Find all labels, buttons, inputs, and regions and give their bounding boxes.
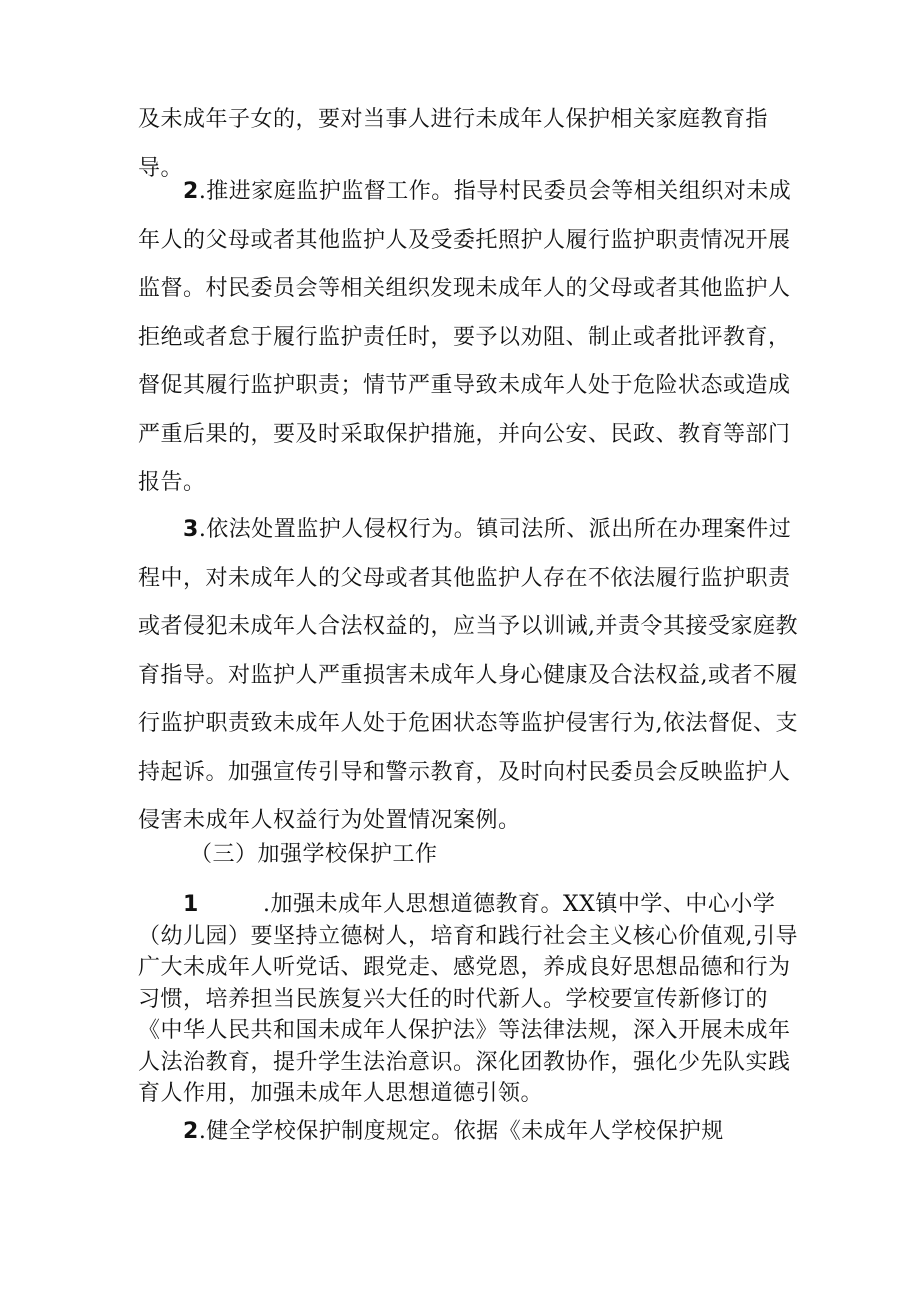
item-number: 2 xyxy=(183,1119,199,1144)
section-heading: （三）加强学校保护工作 xyxy=(190,842,438,867)
paragraph-text: .依法处置监护人侵权行为。镇司法所、派出所在办理案件过程中，对未成年人的父母或者其他监护人存在不依法履行监护职责或者侵犯未成年人合法权益的，应当予以训诫,并责令其接受家庭教育指导。对监护人严重损害未成年人身心健康及合法权益,或者不履行监护职责致未成年人处于危困状态等监护侵害行为,依法督促、支持起诉。加强宣传引导和警示教育，及时向村民委员会反映监护人侵害未成年人权益行为处置情况案例。 xyxy=(138,517,798,833)
item-number: 2 xyxy=(183,179,199,204)
paragraph-text: .推进家庭监护监督工作。指导村民委员会等相关组织对未成年人的父母或者其他监护人及受委托照护人履行监护职责情况开展监督。村民委员会等相关组织发现未成年人的父母或者其他监护人拒绝或者怠于履行监护责任时，要予以劝阻、制止或者批评教育，督促其履行监护职责；情节严重导致未成年人处于危险状态或造成严重后果的，要及时采取保护措施，并向公安、民政、教育等部门报告。 xyxy=(138,179,792,495)
paragraph-text: .健全学校保护制度规定。依据《未成年人学校保护规 xyxy=(198,1119,724,1144)
paragraph-guardian-infringement xyxy=(138,506,798,846)
paragraph-text: 及未成年子女的，要对当事人进行未成年人保护相关家庭教育指导。 xyxy=(138,107,769,181)
paragraph-school-protection-rules xyxy=(138,1116,798,1148)
paragraph-moral-education xyxy=(138,889,798,1110)
item-number: 1 xyxy=(183,892,199,917)
paragraph-family-supervision xyxy=(138,168,798,508)
item-number: 3 xyxy=(183,517,199,542)
paragraph-text: .加强未成年人思想道德教育。XX镇中学、中心小学（幼儿园）要坚持立德树人，培育和践行社会主义核心价值观,引导广大未成年人听党话、跟党走、感党恩，养成良好思想品德和行为习惯，培养担当民族复兴大任的时代新人。学校要宣传新修订的《中华人民共和国未成年人保护法》等法律法规，深入开展未成年人法治教育，提升学生法治意识。深化团教协作，强化少先队实践育人作用，加强未成年人思想道德引领。 xyxy=(138,892,798,1106)
